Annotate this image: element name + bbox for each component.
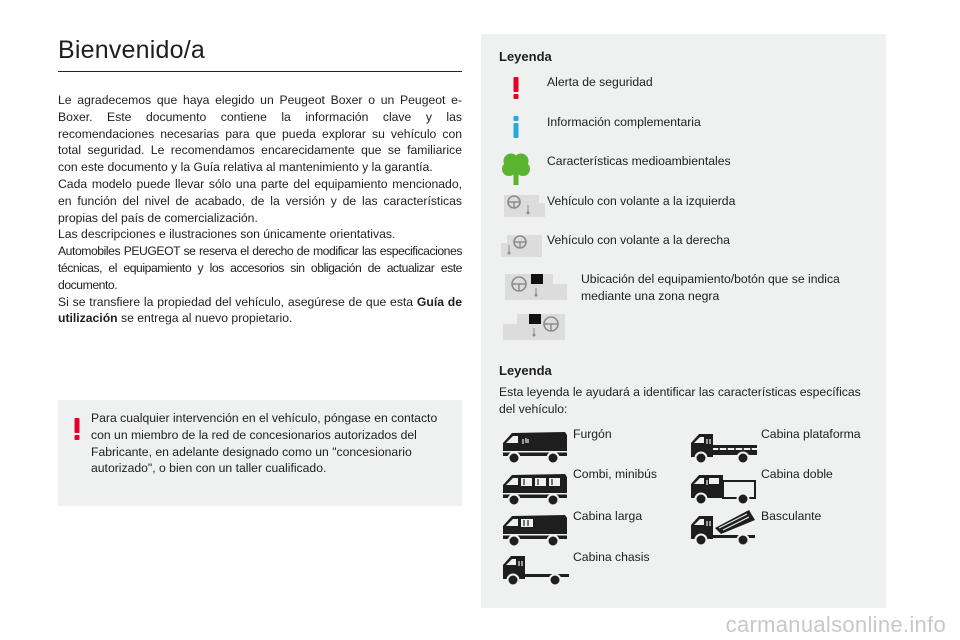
guide-name: Guía de utilización (58, 294, 463, 326)
environment-tree-icon (502, 151, 530, 185)
legend-item-label: Información complementaria (547, 115, 701, 129)
intro-paragraph (58, 294, 462, 328)
warning-note (58, 400, 462, 506)
legend-description: Esta leyenda le ayudará a identificar las características específicas del vehículo: (499, 385, 861, 416)
legend-item-label: Vehículo con volante a la derecha (547, 233, 730, 247)
double-cab-icon (689, 471, 759, 507)
info-icon (513, 116, 519, 138)
vehicle-type-label: Furgón (573, 427, 612, 441)
legend-item-label: Vehículo con volante a la izquierda (547, 194, 736, 208)
tipper-icon (689, 506, 759, 548)
legend-title: Leyenda (499, 363, 552, 378)
equipment-location-icon (503, 270, 569, 302)
vehicle-type-label: Cabina doble (761, 467, 833, 481)
title-divider (58, 71, 462, 72)
exclamation-icon (74, 418, 80, 440)
intro-text (58, 92, 462, 327)
vehicle-type-label: Combi, minibús (573, 467, 657, 481)
legend-panel (481, 34, 886, 608)
intro-text-part: Si se transfiere la propiedad del vehículo, asegúrese de que esta (58, 294, 417, 309)
warning-note-text: Para cualquier intervención en el vehículo, póngase en contacto con un miembro de la red de concesionarios autorizados del Fabricante, en adelante designado como un "concesionario autorizado", o bien con un taller cualificado. (91, 411, 438, 476)
chassis-cab-icon (501, 552, 571, 588)
page-title: Bienvenido/a (58, 36, 205, 64)
legend-item-label: Características medioambientales (547, 154, 731, 168)
legend-item-label: Ubicación del equipamiento/botón que se indica mediante una zona negra (581, 272, 840, 303)
left-hand-drive-icon (501, 191, 545, 219)
vehicle-type-label: Cabina plataforma (761, 427, 861, 441)
intro-paragraph: Automobiles PEUGEOT se reserva el derecho de modificar las especificaciones técnicas, el equipamiento y los accesorios sin obligación de actualizar este documento. (58, 244, 462, 292)
legend-title: Leyenda (499, 49, 552, 64)
vehicle-type-label: Basculante (761, 509, 822, 523)
long-cab-icon (501, 512, 571, 550)
combi-minibus-icon (501, 471, 571, 509)
intro-paragraph: Las descripciones e ilustraciones son únicamente orientativas. (58, 227, 396, 242)
platform-cab-icon (689, 430, 759, 466)
legend-item-label: Alerta de seguridad (547, 75, 653, 89)
right-hand-drive-icon (501, 231, 545, 259)
vehicle-type-label: Cabina chasis (573, 550, 650, 564)
vehicle-type-label: Cabina larga (573, 509, 643, 523)
intro-paragraph: Le agradecemos que haya elegido un Peugeot Boxer o un Peugeot e-Boxer. Este documento contiene la información clave y las recomendaciones necesarias para que pueda explorar su vehículo con total seguridad. Le recomendamos encarecidamente que se familiarice con este documento y la Guía relativa al mantenimiento y la garantía. (58, 93, 462, 175)
intro-paragraph: Cada modelo puede llevar sólo una parte del equipamiento mencionado, en función del nivel de acabado, de la versión y de las características propias del país de comercialización. (58, 176, 462, 225)
safety-alert-icon (513, 77, 519, 99)
watermark-footer: carmanualsonline.info (725, 612, 946, 637)
intro-text-part: se entrega al nuevo propietario. (117, 311, 293, 326)
panel-van-icon (501, 429, 571, 467)
equipment-location-icon (503, 310, 569, 342)
